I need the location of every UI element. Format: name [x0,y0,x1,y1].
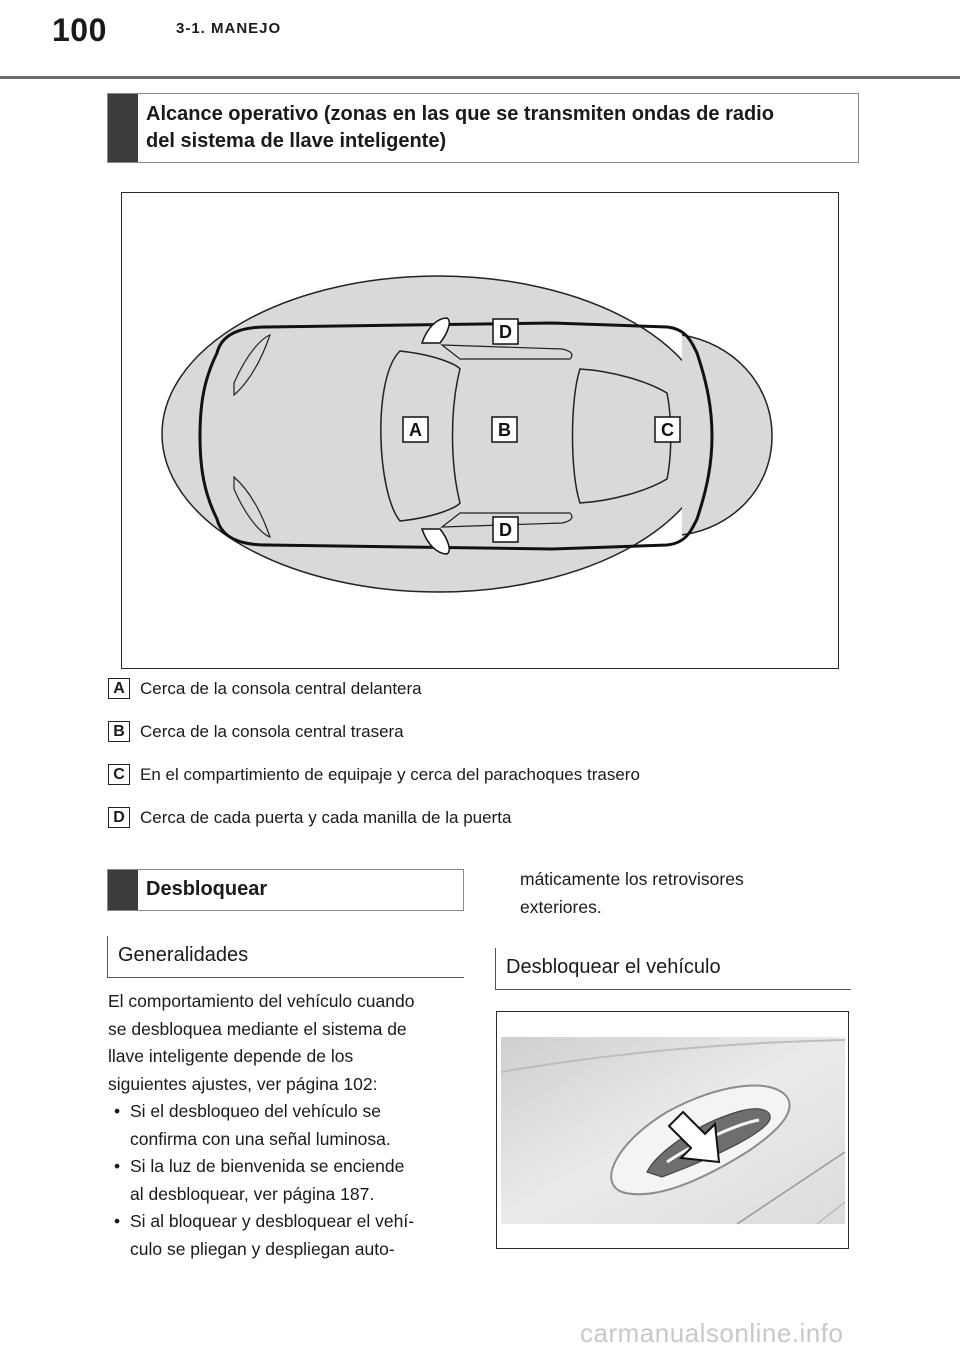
bullet-line: Si al bloquear y desbloquear el vehí- [130,1211,415,1231]
door-handle-photo [496,1011,849,1249]
label-d-top [493,319,518,344]
watermark: carmanualsonline.info [580,1318,844,1348]
general-intro-line: El comportamiento del vehículo cuando [108,991,415,1011]
label-a [403,417,428,442]
bullet-glyph: • [114,1101,121,1121]
svg-text:D: D [499,322,512,342]
continuation-text [520,866,860,921]
bullet-line: confirma con una señal luminosa. [130,1128,391,1149]
svg-text:B: B [498,420,511,440]
continuation-line: máticamente los retrovisores [520,869,744,889]
range-zone-trunk [682,335,772,535]
general-intro-line: se desbloquea mediante el sistema de [108,1018,407,1039]
svg-text:A: A [409,420,422,440]
unlock-vehicle-subheading [495,948,851,990]
label-d-bottom [493,517,518,542]
legend-text-d: Cerca de cada puerta y cada manilla de la puerta [140,808,512,827]
bullet-glyph: • [114,1156,121,1176]
label-b [492,417,517,442]
range-heading-line2: del sistema de llave inteligente) [146,130,447,152]
general-subheading-text: Generalidades [118,944,249,966]
section-title: 3-1. MANEJO [176,20,282,37]
bullet-item [108,1208,468,1263]
heading-bar [108,870,138,910]
svg-text:C: C [661,420,674,440]
header-divider [0,76,960,79]
page-number: 100 [52,12,107,48]
car-range-diagram [121,192,839,669]
legend-letter-a: A [108,678,130,699]
heading-bar [108,94,138,162]
legend-text-c: En el compartimiento de equipaje y cerca del parachoques trasero [140,765,640,784]
bullet-glyph: • [114,1211,121,1231]
general-intro-line: siguientes ajustes, ver página 102: [108,1073,378,1094]
bullet-line: al desbloquear, ver página 187. [130,1183,375,1204]
car-top-view-illustration [122,193,840,670]
legend-letter-c: C [108,764,130,785]
range-heading-line1: Alcance operativo (zonas en las que se transmiten ondas de radio [146,103,774,125]
legend-text-b: Cerca de la consola central trasera [140,722,404,741]
range-heading [107,93,859,163]
unlock-heading-text: Desbloquear [146,878,268,900]
general-subheading [107,936,464,978]
bullet-item [108,1153,468,1208]
bullet-line: Si el desbloqueo del vehículo se [130,1101,382,1121]
continuation-line: exteriores. [520,896,602,917]
general-intro-line: llave inteligente depende de los [108,1046,354,1066]
door-handle-illustration [497,1012,850,1250]
legend-text-a: Cerca de la consola central delantera [140,679,422,698]
unlock-heading [107,869,464,911]
legend-letter-b: B [108,721,130,742]
legend-letter-d: D [108,807,130,828]
label-c [655,417,680,442]
bullet-line: culo se pliegan y despliegan auto- [130,1238,395,1259]
general-body [108,988,468,1263]
unlock-vehicle-subheading-text: Desbloquear el vehículo [506,956,721,978]
svg-text:D: D [499,520,512,540]
bullet-line: Si la luz de bienvenida se enciende [130,1156,405,1176]
bullet-item [108,1098,468,1153]
